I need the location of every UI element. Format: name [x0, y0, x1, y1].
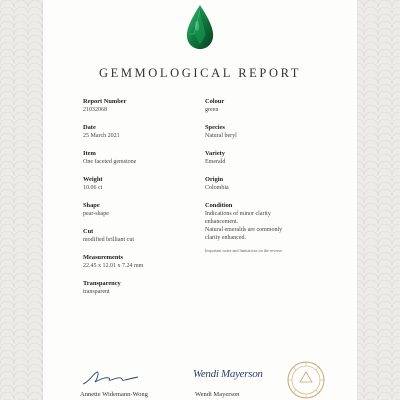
field-label: Colour — [205, 98, 225, 105]
field-value: 10.06 ct — [83, 185, 103, 191]
signature-left-name: Annette Widemann-Wong — [80, 391, 148, 398]
field-variety — [205, 150, 331, 166]
field-label: Transparency — [83, 280, 121, 287]
field-label: Variety — [205, 150, 225, 157]
field-label: Weight — [83, 176, 103, 183]
field-label: Cut — [83, 228, 94, 235]
reverse-note: Important notes and limitations on the reverse. — [205, 248, 284, 253]
report-title: GEMMOLOGICAL REPORT — [98, 66, 301, 80]
field-label: Item — [83, 150, 96, 157]
field-colour — [205, 98, 331, 114]
field-weight — [83, 176, 198, 192]
signature-right-name: Wendi Mayerson — [195, 391, 240, 398]
field-value: enhancement. — [205, 219, 239, 225]
field-value: Indications of minor clarity — [205, 211, 271, 217]
seal-emblem — [286, 360, 326, 400]
field-cut — [83, 228, 198, 244]
field-value: pear-shape — [83, 211, 109, 217]
field-value: Natural emeralds are commonly — [205, 227, 283, 233]
field-label: Report Number — [83, 98, 127, 105]
field-value: 22.45 x 12.01 x 7.24 mm — [83, 263, 144, 269]
field-value: green — [205, 107, 219, 113]
left-column — [83, 98, 198, 306]
field-value: 25 March 2021 — [83, 133, 120, 139]
field-label: Date — [83, 124, 96, 131]
field-item — [83, 150, 198, 166]
field-label: Condition — [205, 202, 233, 209]
right-column — [205, 98, 331, 254]
field-condition — [205, 202, 331, 242]
field-shape — [83, 202, 198, 218]
field-value: transparent — [83, 289, 110, 295]
field-label: Shape — [83, 202, 100, 209]
field-label: Measurements — [83, 254, 123, 261]
field-label: Species — [205, 124, 225, 131]
field-value: clarity enhanced. — [205, 235, 246, 241]
field-value: modified brilliant cut — [83, 237, 134, 243]
field-date — [83, 124, 198, 140]
signature-left-image — [81, 368, 141, 388]
field-transparency — [83, 280, 198, 296]
field-value: One faceted gemstone — [83, 159, 137, 165]
field-species — [205, 124, 331, 140]
field-label: Origin — [205, 176, 224, 183]
report-card — [43, 0, 357, 400]
field-value: Emerald — [205, 159, 226, 165]
emerald-gem-image — [185, 4, 215, 50]
field-origin — [205, 176, 331, 192]
field-value: Natural beryl — [205, 133, 237, 139]
field-value: 21032068 — [83, 107, 107, 113]
field-measurements — [83, 254, 198, 270]
field-value: Colombia — [205, 185, 229, 191]
field-report-number — [83, 98, 198, 114]
signature-right-script: Wendi Mayerson — [193, 368, 263, 380]
